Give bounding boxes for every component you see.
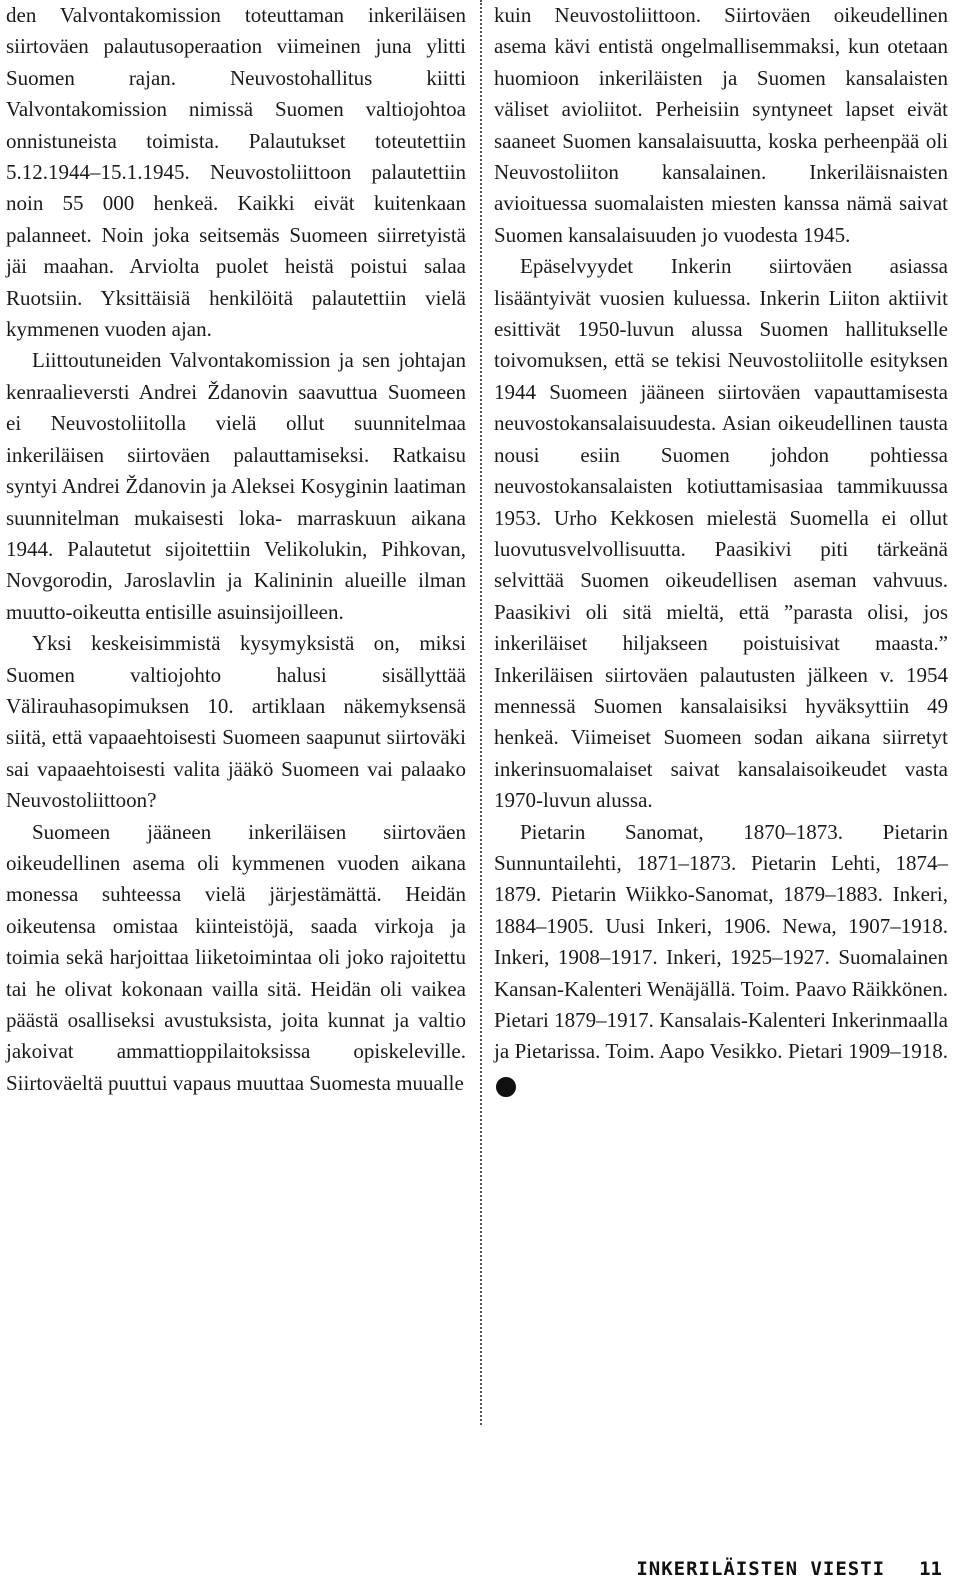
end-mark-icon: I [496, 1077, 516, 1097]
left-text-column [6, 0, 466, 1099]
left-paragraph-1: den Valvontakomission toteuttaman inkeriläisen siirtoväen palautusoperaation viimeinen juna ylitti Suomen rajan. Neuvostohallitus kiitti Valvontakomission nimissä Suomen valtiojohtoa onnistuneista toimista. Palautukset toteutettiin 5.12.1944–15.1.1945. Neuvostoliittoon palautettiin noin 55 000 henkeä. Kaikki eivät kuitenkaan palanneet. Noin joka seitsemäs Suomeen siirretyistä jäi maahan. Arviolta puolet heistä poistui salaa Ruotsiin. Yksittäisiä henkilöitä palautettiin vielä kymmenen vuoden ajan. [6, 3, 466, 342]
right-paragraph-1: kuin Neuvostoliittoon. Siirtoväen oikeudellinen asema kävi entistä ongelmallisemmaksi, kun otetaan huomioon inkeriläisten ja Suomen kansalaisten väliset avioliitot. Perheisiin syntyneet lapset eivät saaneet Suomen kansalaisuutta, koska perheenpää oli Neuvostoliiton kansalainen. Inkeriläisnaisten avioituessa suomalaisten miesten kanssa nämä saivat Suomen kansalaisuuden jo vuodesta 1945. [494, 3, 948, 247]
column-divider [480, 0, 482, 1425]
right-text-column [494, 0, 948, 1099]
left-paragraph-4: Suomeen jääneen inkeriläisen siirtoväen oikeudellinen asema oli kymmenen vuoden aikana monessa suhteessa vielä järjestämättä. Heidän oikeutensa omistaa kiinteistöjä, saada virkoja ja toimia sekä harjoittaa liiketoimintaa oli joko rajoitettu tai he olivat kokonaan vailla sitä. Heidän oli vaikea päästä osalliseksi avustuksista, joita kunnat ja valtio jakoivat ammattioppilaitoksissa opiskeleville. Siirtoväeltä puuttui vapaus muuttaa Suomesta muualle [6, 819, 466, 1095]
left-paragraph-2: Liittoutuneiden Valvontakomission ja sen johtajan kenraalieversti Andrei Ždanovin saavuttua Suomeen ei Neuvostoliitolla vielä ollut suunnitelmaa inkeriläisen siirtoväen palauttamiseksi. Ratkaisu syntyi Andrei Ždanovin ja Aleksei Kosyginin laatiman suunnitelman mukaisesti loka- marraskuun aikana 1944. Palautetut sijoitettiin Velikolukin, Pihkovan, Novgorodin, Jaroslavlin ja Kalininin alueille ilman muutto-oikeutta entisille asuinsijoilleen. [6, 348, 466, 624]
page-footer [636, 1554, 942, 1584]
right-paragraph-2: Epäselvyydet Inkerin siirtoväen asiassa lisääntyivät vuosien kuluessa. Inkerin Liiton aktiivit esittivät 1950-luvun alussa Suomen hallitukselle toivomuksen, että se tekisi Neuvostoliitolle esityksen 1944 Suomeen jääneen siirtoväen vapauttamisesta neuvostokansalaisuudesta. Asian oikeudellinen tausta nousi esiin Suomen johdon pohtiessa neuvostokansalaisten kotiuttamisasiaa tammikuussa 1953. Urho Kekkosen mielestä Suomella ei ollut luovutusvelvollisuutta. Paasikivi piti tärkeänä selvittää Suomen oikeudellisen aseman vahvuus. Paasikivi oli sitä mieltä, että ”parasta olisi, jos inkeriläiset hiljakseen poistuisivat maasta.” Inkeriläisen siirtoväen palautusten jälkeen v. 1954 mennessä Suomen kansalaisiksi hyväksyttiin 49 henkeä. Viimeiset Suomeen sodan aikana siirretyt inkerinsuomalaiset saivat kansalaisoikeudet vasta 1970-luvun alussa. [494, 254, 948, 813]
publication-title: INKERILÄISTEN VIESTI [636, 1558, 886, 1580]
right-paragraph-3-text: Pietarin Sanomat, 1870–1873. Pietarin Sunnuntailehti, 1871–1873. Pietarin Lehti, 1874–1879. Pietarin Wiikko-Sanomat, 1879–1883. Inkeri, 1884–1905. Uusi Inkeri, 1906. Newa, 1907–1918. Inkeri, 1908–1917. Inkeri, 1925–1927. Suomalainen Kansan-Kalenteri Wenäjällä. Toim. Paavo Räikkönen. Pietari 1879–1917. Kansalais-Kalenteri Inkerinmaalla ja Pietarissa. Toim. Aapo Vesikko. Pietari 1909–1918. [494, 819, 948, 1064]
page-number: 11 [919, 1558, 942, 1580]
right-paragraph-3 [494, 817, 948, 1100]
left-paragraph-3: Yksi keskeisimmistä kysymyksistä on, miksi Suomen valtiojohto halusi sisällyttää Välirauhasopimuksen 10. artiklaan näkemyksensä siitä, että vapaaehtoisesti Suomeen saapunut siirtoväki sai vapaaehtoisesti valita jääkö Suomeen vai palaako Neuvostoliittoon? [6, 631, 466, 813]
